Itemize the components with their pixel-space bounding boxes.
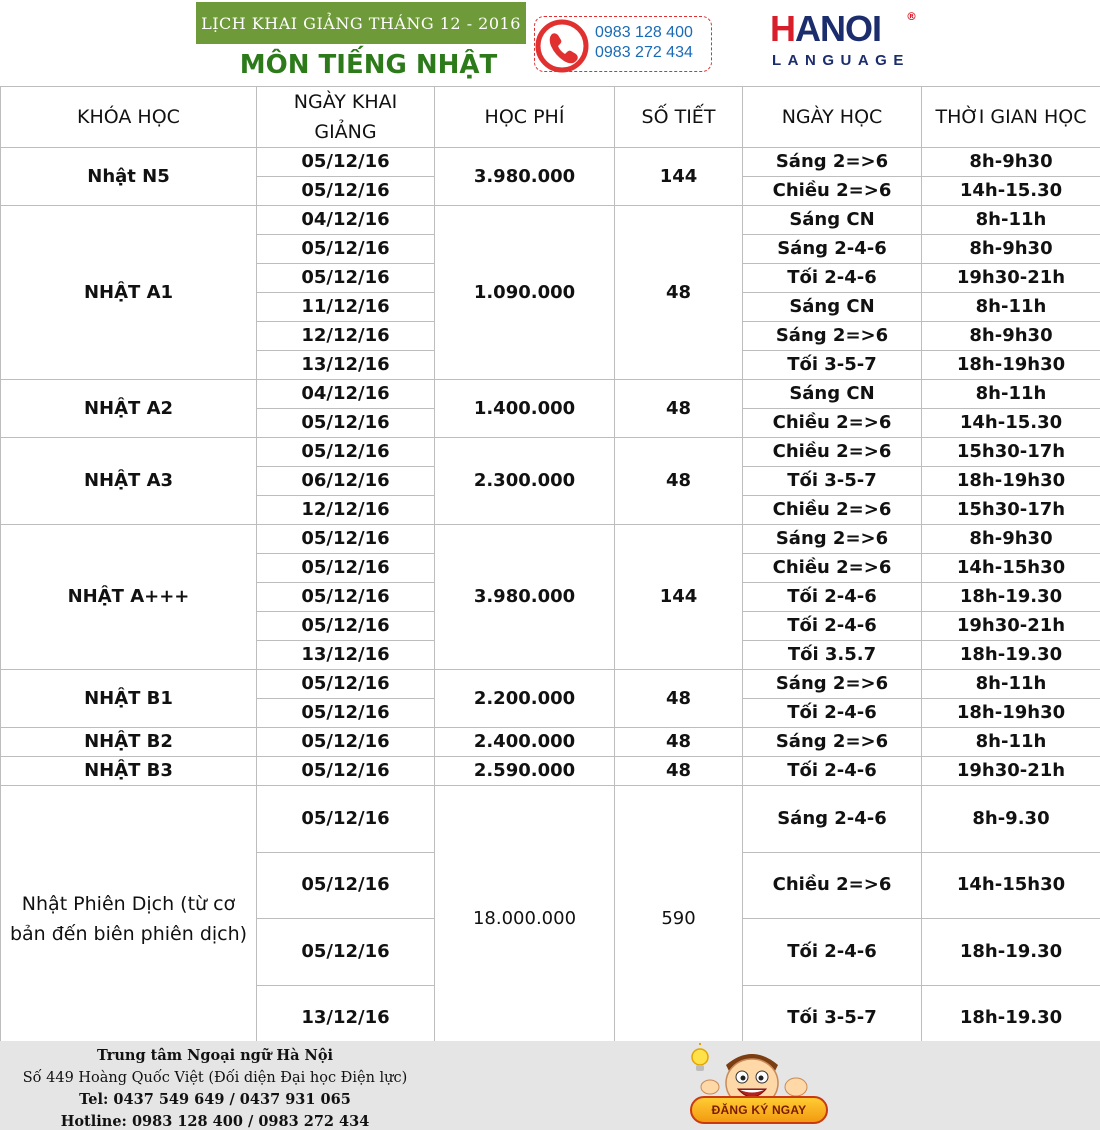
periods-cell: 48 bbox=[615, 757, 743, 786]
study-days-cell: Tối 3-5-7 bbox=[743, 467, 922, 496]
study-time-cell: 18h-19.30 bbox=[922, 641, 1100, 670]
study-time-cell: 18h-19.30 bbox=[922, 583, 1100, 612]
table-row bbox=[1, 757, 1100, 786]
logo-letter-h: H bbox=[770, 8, 795, 49]
study-time-cell: 8h-11h bbox=[922, 670, 1100, 699]
course-name: Nhật N5 bbox=[1, 148, 257, 206]
start-date-cell: 05/12/16 bbox=[257, 728, 435, 757]
course-name-line1: Nhật Phiên Dịch (từ cơ bbox=[21, 892, 236, 915]
logo-letters-anoi: ANOI bbox=[795, 8, 881, 49]
course-schedule-table bbox=[0, 86, 1100, 1052]
study-time-cell: 8h-9h30 bbox=[922, 148, 1100, 177]
study-time-cell: 8h-11h bbox=[922, 380, 1100, 409]
course-name: NHẬT A3 bbox=[1, 438, 257, 525]
subject-title: MÔN TIẾNG NHẬT bbox=[239, 50, 498, 80]
table-row bbox=[1, 438, 1100, 467]
study-time-cell: 19h30-21h bbox=[922, 264, 1100, 293]
periods-cell: 144 bbox=[615, 148, 743, 206]
page-footer bbox=[0, 1041, 1100, 1130]
start-date-cell: 05/12/16 bbox=[257, 525, 435, 554]
header-days: NGÀY HỌC bbox=[743, 87, 922, 148]
start-date-cell: 05/12/16 bbox=[257, 409, 435, 438]
study-days-cell: Tối 3-5-7 bbox=[743, 985, 922, 1052]
study-days-cell: Tối 2-4-6 bbox=[743, 757, 922, 786]
study-days-cell: Tối 3.5.7 bbox=[743, 641, 922, 670]
table-row bbox=[1, 148, 1100, 177]
start-date-cell: 05/12/16 bbox=[257, 919, 435, 986]
study-days-cell: Sáng 2=>6 bbox=[743, 148, 922, 177]
start-date-cell: 06/12/16 bbox=[257, 467, 435, 496]
study-days-cell: Sáng 2-4-6 bbox=[743, 235, 922, 264]
course-name: NHẬT B1 bbox=[1, 670, 257, 728]
fee-cell: 18.000.000 bbox=[435, 786, 615, 1052]
course-name: NHẬT A+++ bbox=[1, 525, 257, 670]
center-name: Trung tâm Ngoại ngữ Hà Nội bbox=[97, 1047, 333, 1064]
study-days-cell: Tối 2-4-6 bbox=[743, 612, 922, 641]
course-name: NHẬT A1 bbox=[1, 206, 257, 380]
course-name bbox=[1, 786, 257, 1052]
study-days-cell: Sáng 2=>6 bbox=[743, 525, 922, 554]
periods-cell: 48 bbox=[615, 438, 743, 525]
periods-cell: 590 bbox=[615, 786, 743, 1052]
fee-cell: 2.200.000 bbox=[435, 670, 615, 728]
start-date-cell: 12/12/16 bbox=[257, 496, 435, 525]
study-time-cell: 14h-15h30 bbox=[922, 554, 1100, 583]
study-days-cell: Tối 2-4-6 bbox=[743, 583, 922, 612]
fee-cell: 1.400.000 bbox=[435, 380, 615, 438]
start-date-cell: 05/12/16 bbox=[257, 264, 435, 293]
study-days-cell: Chiều 2=>6 bbox=[743, 177, 922, 206]
study-days-cell: Tối 2-4-6 bbox=[743, 919, 922, 986]
study-time-cell: 8h-11h bbox=[922, 206, 1100, 235]
periods-cell: 48 bbox=[615, 670, 743, 728]
study-days-cell: Sáng 2=>6 bbox=[743, 728, 922, 757]
fee-cell: 2.400.000 bbox=[435, 728, 615, 757]
study-time-cell: 18h-19h30 bbox=[922, 467, 1100, 496]
study-days-cell: Sáng CN bbox=[743, 380, 922, 409]
table-row bbox=[1, 786, 1100, 853]
study-time-cell: 15h30-17h bbox=[922, 438, 1100, 467]
table-row bbox=[1, 525, 1100, 554]
study-time-cell: 8h-9.30 bbox=[922, 786, 1100, 853]
schedule-banner: LỊCH KHAI GIẢNG THÁNG 12 - 2016 bbox=[196, 2, 526, 44]
study-days-cell: Chiều 2=>6 bbox=[743, 496, 922, 525]
fee-cell: 3.980.000 bbox=[435, 148, 615, 206]
start-date-cell: 04/12/16 bbox=[257, 206, 435, 235]
study-time-cell: 19h30-21h bbox=[922, 612, 1100, 641]
study-time-cell: 18h-19h30 bbox=[922, 351, 1100, 380]
start-date-cell: 05/12/16 bbox=[257, 670, 435, 699]
fee-cell: 2.590.000 bbox=[435, 757, 615, 786]
contact-info bbox=[0, 1045, 430, 1130]
start-date-cell: 13/12/16 bbox=[257, 351, 435, 380]
table-row bbox=[1, 728, 1100, 757]
center-address: Số 449 Hoàng Quốc Việt (Đối diện Đại học Điện lực) bbox=[22, 1070, 408, 1086]
table-header-row bbox=[1, 87, 1100, 148]
course-name: NHẬT B2 bbox=[1, 728, 257, 757]
study-time-cell: 18h-19.30 bbox=[922, 919, 1100, 986]
header-start-date-line1: NGÀY KHAI bbox=[293, 91, 398, 113]
periods-cell: 48 bbox=[615, 206, 743, 380]
table-row bbox=[1, 206, 1100, 235]
register-now-button[interactable]: ĐĂNG KÝ NGAY bbox=[690, 1096, 828, 1124]
start-date-cell: 05/12/16 bbox=[257, 177, 435, 206]
study-days-cell: Sáng 2-4-6 bbox=[743, 786, 922, 853]
study-days-cell: Chiều 2=>6 bbox=[743, 852, 922, 919]
study-days-cell: Chiều 2=>6 bbox=[743, 554, 922, 583]
start-date-cell: 13/12/16 bbox=[257, 641, 435, 670]
periods-cell: 48 bbox=[615, 728, 743, 757]
hotline-number-1: 0983 128 400 bbox=[595, 24, 693, 41]
start-date-cell: 05/12/16 bbox=[257, 148, 435, 177]
start-date-cell: 05/12/16 bbox=[257, 583, 435, 612]
header-periods: SỐ TIẾT bbox=[615, 87, 743, 148]
start-date-cell: 05/12/16 bbox=[257, 612, 435, 641]
header-time: THỜI GIAN HỌC bbox=[922, 87, 1100, 148]
study-time-cell: 19h30-21h bbox=[922, 757, 1100, 786]
center-hotline: Hotline: 0983 128 400 / 0983 272 434 bbox=[60, 1113, 370, 1130]
study-time-cell: 8h-9h30 bbox=[922, 322, 1100, 351]
fee-cell: 1.090.000 bbox=[435, 206, 615, 380]
study-days-cell: Chiều 2=>6 bbox=[743, 438, 922, 467]
center-tel: Tel: 0437 549 649 / 0437 931 065 bbox=[79, 1091, 351, 1108]
start-date-cell: 05/12/16 bbox=[257, 786, 435, 853]
header-fee: HỌC PHÍ bbox=[435, 87, 615, 148]
study-time-cell: 14h-15.30 bbox=[922, 409, 1100, 438]
start-date-cell: 12/12/16 bbox=[257, 322, 435, 351]
header-course: KHÓA HỌC bbox=[1, 87, 257, 148]
study-time-cell: 8h-11h bbox=[922, 728, 1100, 757]
hotline-box[interactable] bbox=[534, 16, 712, 72]
table-row bbox=[1, 670, 1100, 699]
page-header bbox=[0, 0, 1100, 86]
logo-subtitle: LANGUAGE bbox=[772, 52, 910, 69]
periods-cell: 144 bbox=[615, 525, 743, 670]
course-name: NHẬT B3 bbox=[1, 757, 257, 786]
phone-icon bbox=[535, 19, 591, 73]
registered-mark: ® bbox=[906, 10, 917, 23]
study-days-cell: Sáng CN bbox=[743, 206, 922, 235]
hotline-number-2: 0983 272 434 bbox=[595, 44, 693, 61]
start-date-cell: 04/12/16 bbox=[257, 380, 435, 409]
study-time-cell: 15h30-17h bbox=[922, 496, 1100, 525]
study-time-cell: 14h-15.30 bbox=[922, 177, 1100, 206]
study-days-cell: Tối 2-4-6 bbox=[743, 699, 922, 728]
periods-cell: 48 bbox=[615, 380, 743, 438]
start-date-cell: 05/12/16 bbox=[257, 554, 435, 583]
header-start-date-line2: GIẢNG bbox=[314, 121, 377, 143]
hotline-numbers bbox=[595, 23, 711, 63]
study-days-cell: Tối 3-5-7 bbox=[743, 351, 922, 380]
start-date-cell: 05/12/16 bbox=[257, 699, 435, 728]
study-days-cell: Chiều 2=>6 bbox=[743, 409, 922, 438]
study-time-cell: 8h-9h30 bbox=[922, 525, 1100, 554]
start-date-cell: 05/12/16 bbox=[257, 438, 435, 467]
study-time-cell: 8h-9h30 bbox=[922, 235, 1100, 264]
hanoi-language-logo bbox=[770, 10, 920, 74]
study-time-cell: 14h-15h30 bbox=[922, 852, 1100, 919]
course-name-line2: bản đến biên phiên dịch) bbox=[9, 922, 248, 945]
start-date-cell: 05/12/16 bbox=[257, 852, 435, 919]
fee-cell: 3.980.000 bbox=[435, 525, 615, 670]
study-time-cell: 18h-19h30 bbox=[922, 699, 1100, 728]
study-time-cell: 18h-19.30 bbox=[922, 985, 1100, 1052]
start-date-cell: 11/12/16 bbox=[257, 293, 435, 322]
course-name: NHẬT A2 bbox=[1, 380, 257, 438]
study-time-cell: 8h-11h bbox=[922, 293, 1100, 322]
logo-wordmark bbox=[770, 10, 920, 48]
study-days-cell: Sáng CN bbox=[743, 293, 922, 322]
table-body bbox=[1, 148, 1100, 1052]
fee-cell: 2.300.000 bbox=[435, 438, 615, 525]
study-days-cell: Tối 2-4-6 bbox=[743, 264, 922, 293]
start-date-cell: 05/12/16 bbox=[257, 757, 435, 786]
header-start-date bbox=[257, 87, 435, 148]
study-days-cell: Sáng 2=>6 bbox=[743, 670, 922, 699]
start-date-cell: 05/12/16 bbox=[257, 235, 435, 264]
start-date-cell: 13/12/16 bbox=[257, 985, 435, 1052]
table-row bbox=[1, 380, 1100, 409]
study-days-cell: Sáng 2=>6 bbox=[743, 322, 922, 351]
